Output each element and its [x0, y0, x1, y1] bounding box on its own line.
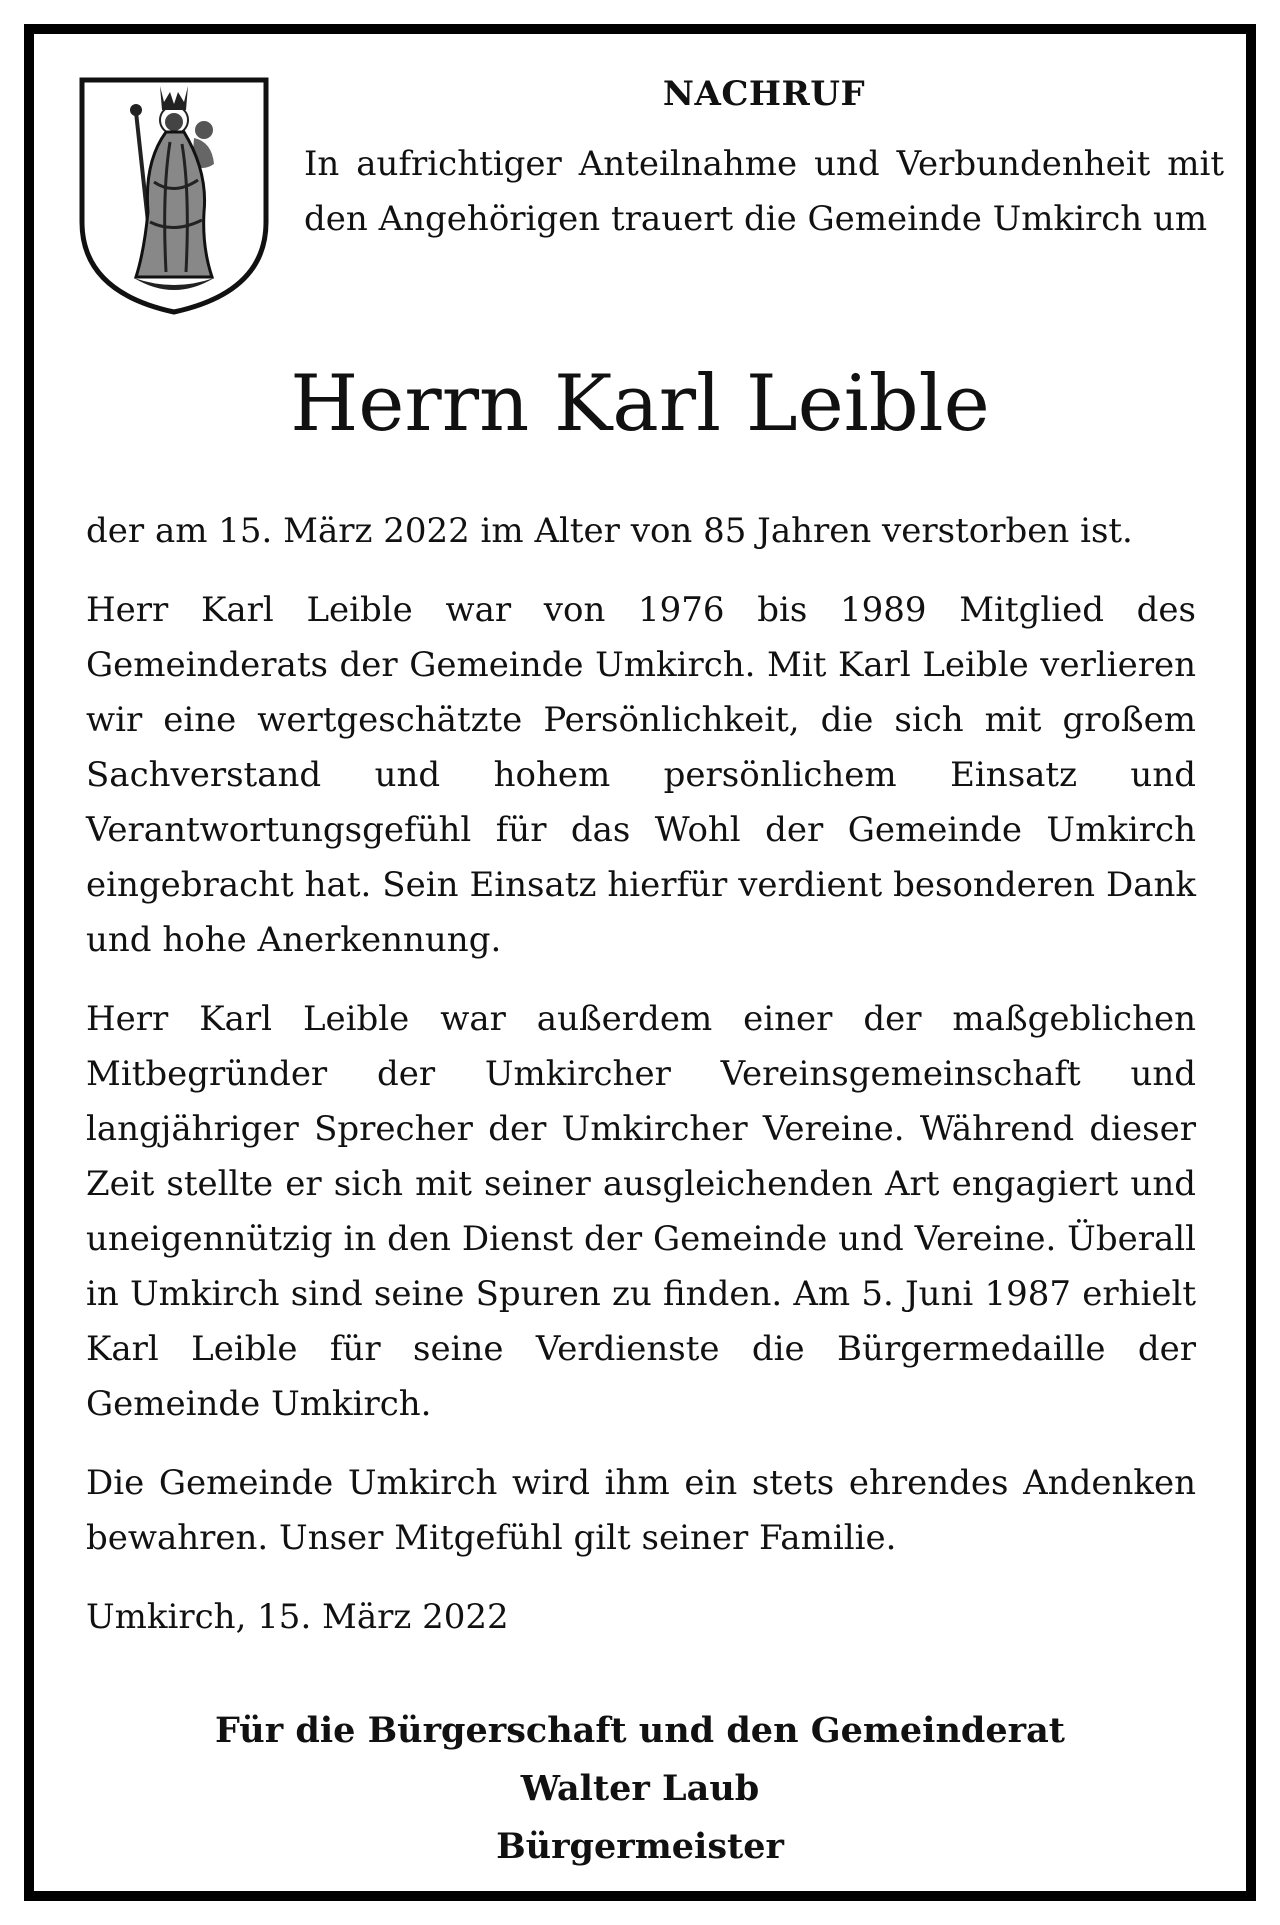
header-block [304, 74, 1224, 247]
signatory-name: Walter Laub [520, 1768, 760, 1809]
signatory-role: Bürgermeister [496, 1826, 784, 1867]
associations-paragraph: Herr Karl Leible war außerdem einer der maßgeblichen Mitbegründer der Umkircher Vereinsgemeinschaft und langjähriger Sprecher der Umkircher Vereine. Während dieser Zeit stellte er sich mit seiner ausgleichenden Art engagiert und uneigennützig in den Dienst der Gemeinde und Vereine. Überall in Umkirch sind seine Spuren zu finden. Am 5. Juni 1987 erhielt Karl Leible für seine Verdienste die Bürgermedaille der Gemeinde Umkirch. [86, 999, 1196, 1424]
remembrance-paragraph: Die Gemeinde Umkirch wird ihm ein stets ehrendes Andenken bewahren. Unser Mitgefühl gilt seiner Familie. [86, 1463, 1196, 1558]
coat-of-arms-madonna-icon [74, 72, 274, 318]
signature-line: Für die Bürgerschaft und den Gemeinderat [215, 1710, 1065, 1751]
signature-block [34, 1702, 1246, 1876]
place-date: Umkirch, 15. März 2022 [86, 1597, 509, 1637]
obituary-frame [24, 24, 1256, 1901]
page-title: NACHRUF [662, 74, 866, 114]
death-date-paragraph: der am 15. März 2022 im Alter von 85 Jahren verstorben ist. [86, 511, 1133, 551]
body-text [86, 504, 1196, 1669]
intro-text: In aufrichtiger Anteilnahme und Verbundenheit mit den Angehörigen trauert die Gemeinde Umkirch um [304, 143, 1224, 239]
council-paragraph: Herr Karl Leible war von 1976 bis 1989 Mitglied des Gemeinderats der Gemeinde Umkirch. Mit Karl Leible verlieren wir eine wertgeschätzte Persönlichkeit, die sich mit großem Sachverstand und hohem persönlichem Einsatz und Verantwortungsgefühl für das Wohl der Gemeinde Umkirch eingebracht hat. Sein Einsatz hierfür verdient besonderen Dank und hohe Anerkennung. [86, 590, 1196, 960]
deceased-name: Herrn Karl Leible [290, 359, 990, 449]
